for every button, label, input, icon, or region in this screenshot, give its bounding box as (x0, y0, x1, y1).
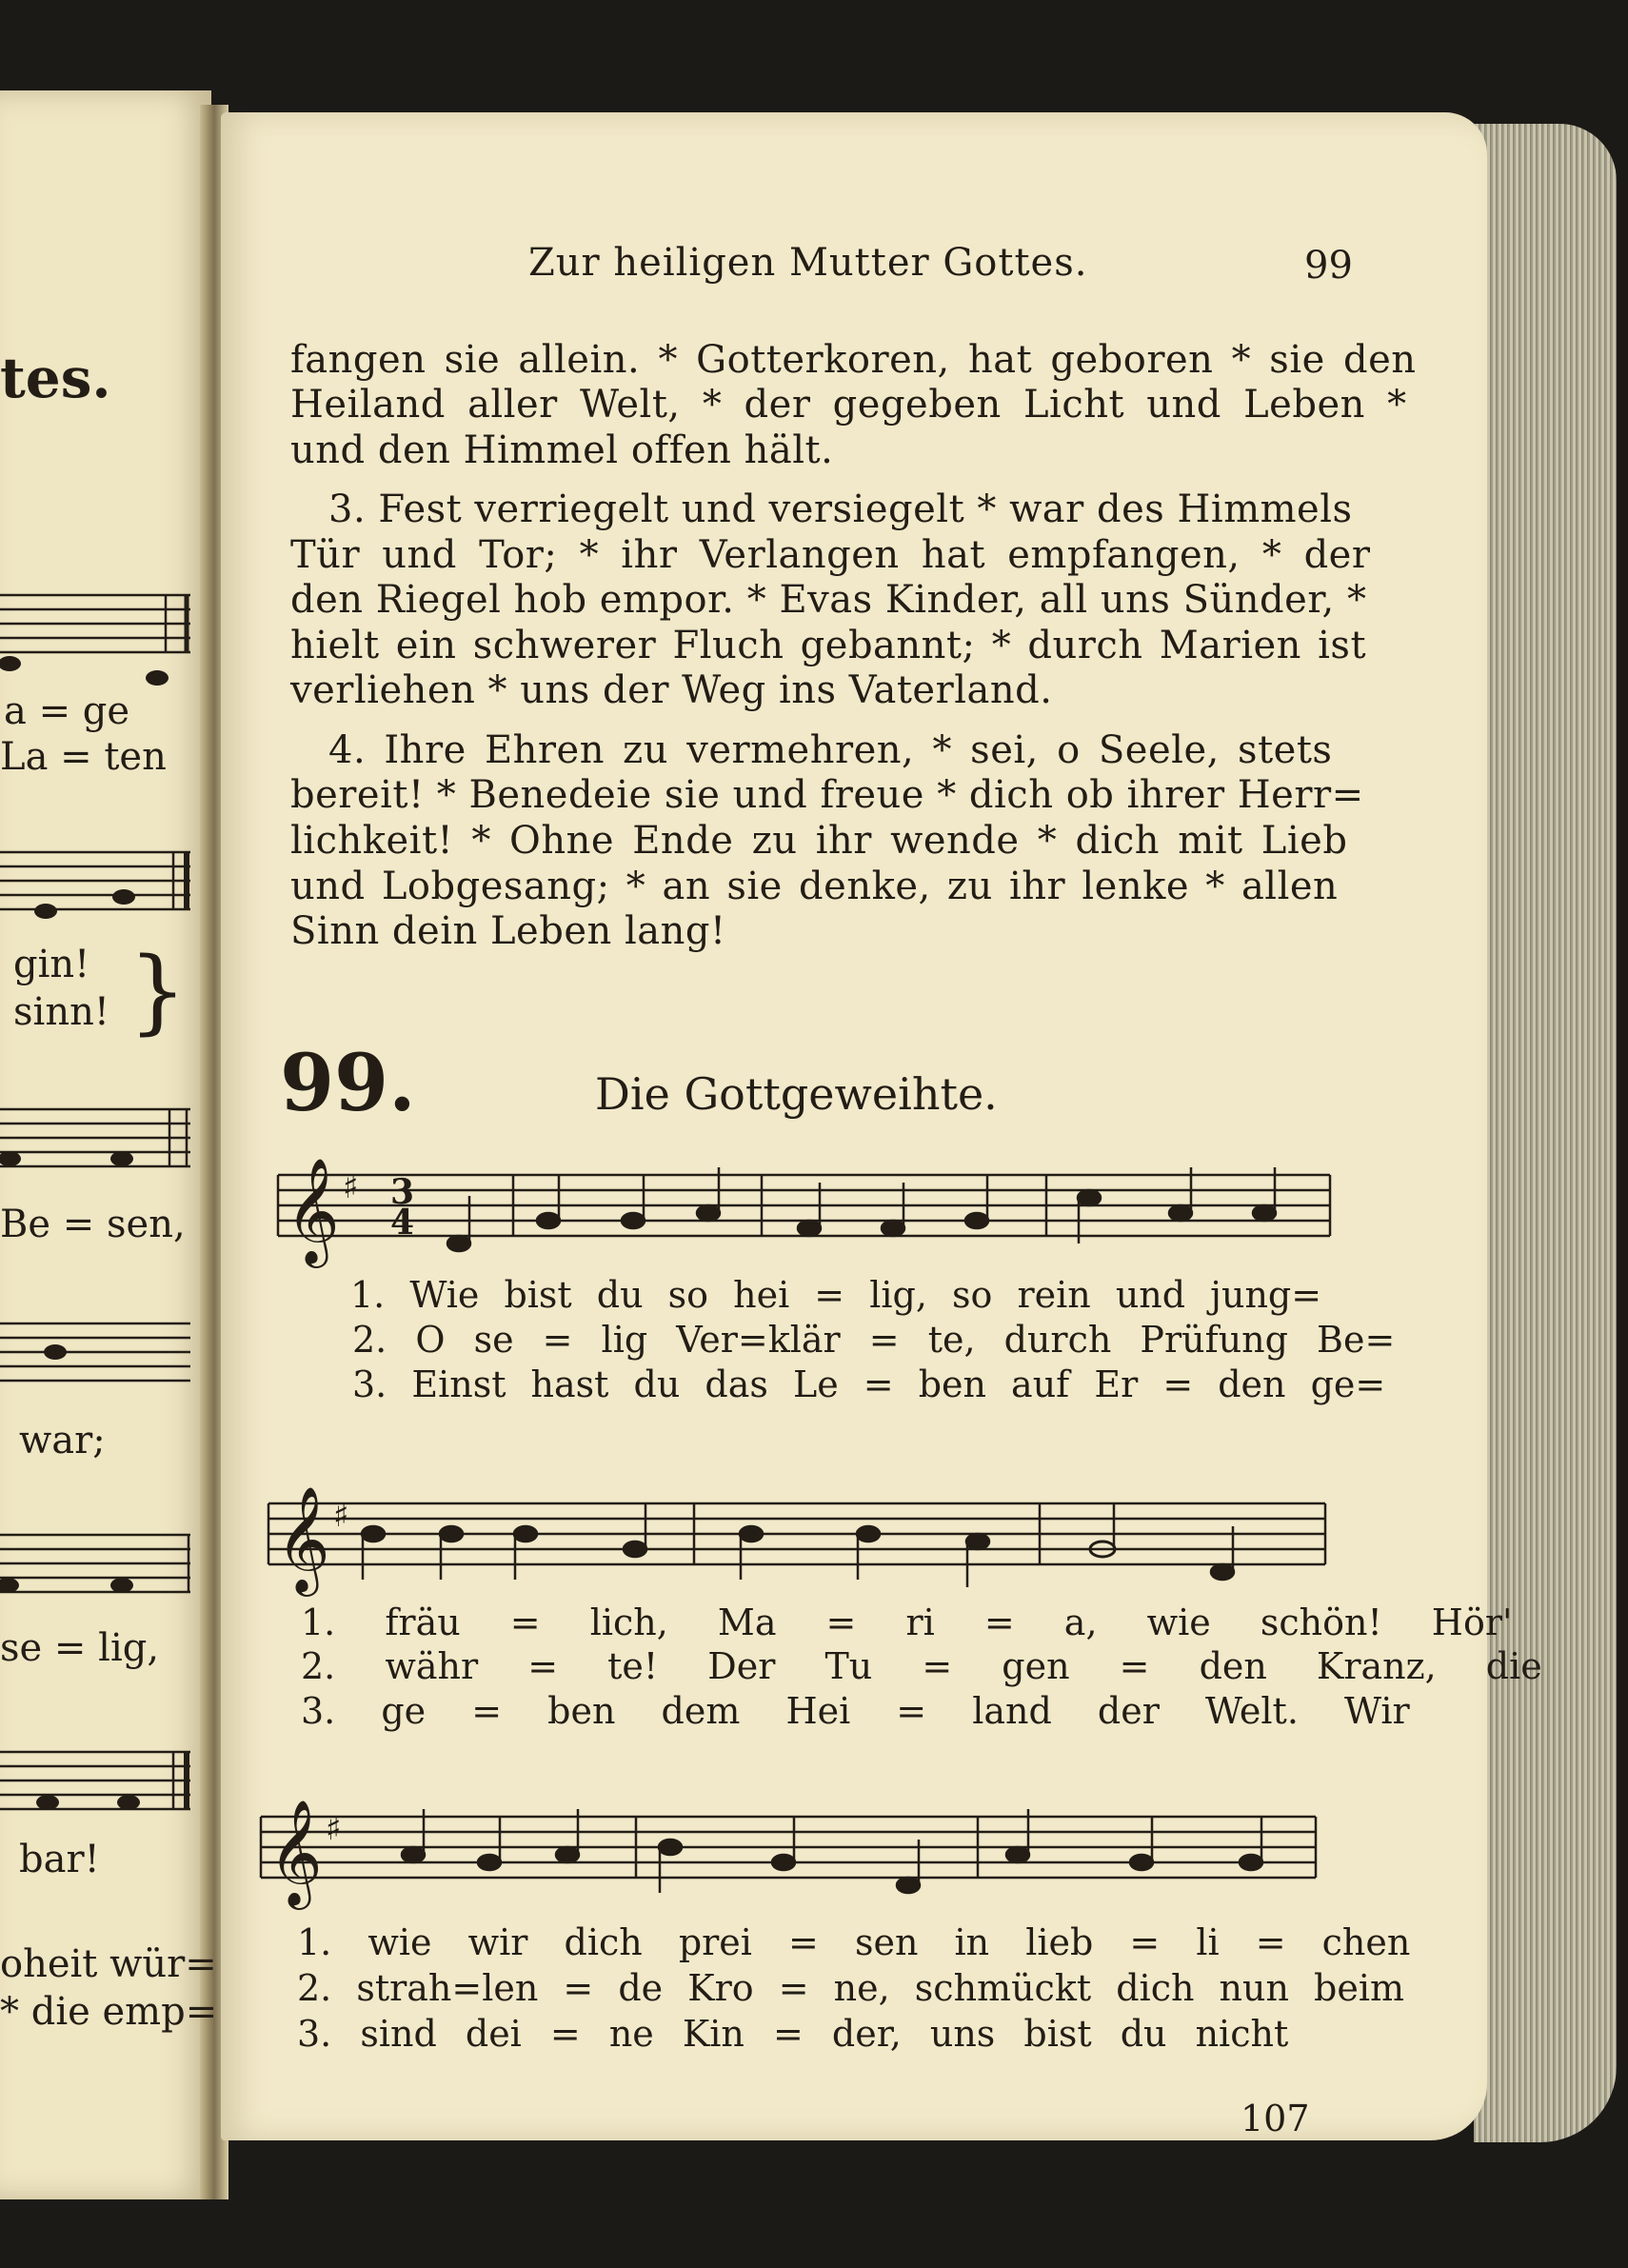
note (402, 1847, 425, 1862)
note (1078, 1190, 1101, 1205)
left-fragment: a = ge (4, 689, 130, 733)
left-brace-icon: } (129, 938, 188, 1044)
note (1240, 1855, 1262, 1870)
staff-system-1 (278, 1157, 1330, 1268)
note (362, 1526, 385, 1542)
note (882, 1221, 904, 1236)
left-fragment: gin! (13, 943, 90, 986)
stanza-line: Tür und Tor; * ihr Verlangen hat empfangen, * der (290, 533, 1371, 577)
left-fragment: Be = sen, (0, 1203, 186, 1246)
stanza-line: 4. Ihre Ehren zu vermehren, * sei, o Seele, stets (328, 728, 1333, 772)
sharp-icon: ♯ (333, 1497, 349, 1535)
note (772, 1855, 795, 1870)
note (697, 1205, 720, 1221)
page-number-top: 99 (1304, 244, 1353, 288)
stanza-line: hielt ein schwerer Fluch gebannt; * durch Marien ist (290, 624, 1367, 667)
note (440, 1526, 463, 1542)
lyric-line: 3. sind dei = ne Kin = der, uns bist du nicht (297, 2013, 1289, 2055)
staff-system-2 (268, 1485, 1325, 1597)
stanza-line: bereit! * Benedeie sie und freue * dich ob ihrer Herr= (290, 773, 1364, 817)
note (1211, 1564, 1234, 1580)
note (514, 1526, 537, 1542)
left-fragment: se = lig, (0, 1626, 160, 1670)
treble-clef-icon: 𝄞 (286, 1157, 340, 1263)
note (857, 1526, 880, 1542)
stanza-line: 3. Fest verriegelt und versiegelt * war des Himmels (328, 487, 1353, 531)
lyric-line: 1. wie wir dich prei = sen in lieb = li = chen (297, 1921, 1411, 1963)
note (537, 1213, 560, 1228)
stanza-line: und den Himmel offen hält. (290, 428, 834, 472)
left-fragment: * die emp= (0, 1990, 218, 2034)
note (1006, 1847, 1029, 1862)
note (478, 1855, 501, 1870)
note (1253, 1205, 1276, 1221)
hymn-title: Die Gottgeweihte. (595, 1068, 998, 1120)
note (1169, 1205, 1192, 1221)
page-number-bottom: 107 (1241, 2098, 1310, 2139)
treble-clef-icon: 𝄞 (268, 1799, 323, 1905)
left-fragment: oheit wür= (0, 1942, 217, 1986)
stanza-line: Sinn dein Leben lang! (290, 909, 726, 953)
hymn-number: 99. (280, 1038, 416, 1129)
note (556, 1847, 579, 1862)
stanza-line: fangen sie allein. * Gotterkoren, hat geboren * sie den (290, 338, 1417, 382)
note (659, 1840, 682, 1855)
note (622, 1213, 645, 1228)
note (1130, 1855, 1153, 1870)
note (897, 1878, 920, 1893)
left-fragment: sinn! (13, 990, 109, 1034)
lyric-line: 2. strah=len = de Kro = ne, schmückt dich nun beim (297, 1967, 1405, 2009)
lyric-line: 3. Einst hast du das Le = ben auf Er = den ge= (352, 1363, 1386, 1405)
left-fragment: La = ten (0, 735, 167, 779)
lyric-line: 1. Wie bist du so hei = lig, so rein und jung= (350, 1274, 1322, 1316)
left-fragment: bar! (19, 1838, 100, 1881)
staff-system-3 (261, 1799, 1316, 1910)
note (624, 1542, 646, 1557)
stanza-line: verliehen * uns der Weg ins Vaterland. (290, 668, 1053, 712)
time-signature-bottom: 4 (390, 1203, 415, 1243)
left-fragment: war; (19, 1419, 106, 1462)
stanza-line: Heiland aller Welt, * der gegeben Licht und Leben * (290, 383, 1407, 427)
running-header-title: Zur heiligen Mutter Gottes. (528, 241, 1088, 285)
sharp-icon: ♯ (326, 1810, 342, 1848)
left-fragment: tes. (0, 346, 111, 410)
stanza-line: lichkeit! * Ohne Ende zu ihr wende * dich mit Lieb (290, 819, 1348, 863)
lyric-line: 1. fräu = lich, Ma = ri = a, wie schön! Hör' (301, 1602, 1513, 1643)
note (798, 1221, 821, 1236)
stanza-line: und Lobgesang; * an sie denke, zu ihr lenke * allen (290, 865, 1339, 908)
note (966, 1534, 989, 1549)
lyric-line: 3. ge = ben dem Hei = land der Welt. Wir (301, 1690, 1410, 1732)
note (740, 1526, 763, 1542)
note (965, 1213, 988, 1228)
lyric-line: 2. O se = lig Ver=klär = te, durch Prüfung Be= (352, 1319, 1396, 1361)
time-signature-top: 3 (390, 1172, 415, 1212)
stanza-line: den Riegel hob empor. * Evas Kinder, all uns Sünder, * (290, 578, 1367, 622)
note (447, 1236, 470, 1251)
sharp-icon: ♯ (343, 1168, 359, 1206)
treble-clef-icon: 𝄞 (276, 1485, 330, 1592)
lyric-line: 2. währ = te! Der Tu = gen = den Kranz, die (301, 1645, 1542, 1687)
